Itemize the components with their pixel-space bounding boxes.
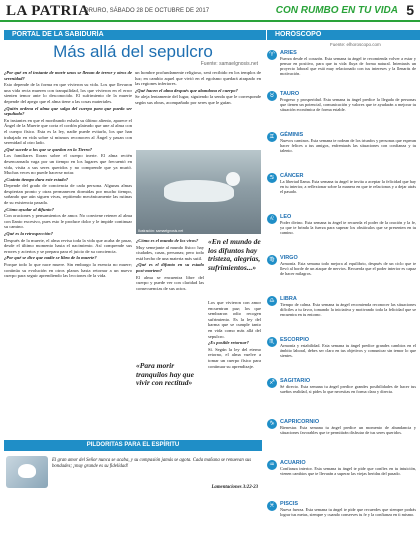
horoscope-credit: Fuente: elhoroscopo.com (330, 42, 381, 47)
sign-name: VIRGO (280, 255, 298, 261)
horoscope-sign-11 (267, 501, 417, 541)
zodiac-icon: ♊ (267, 132, 277, 142)
sign-text: Armonía y estabilidad. Esta semana tu ángel predice grandes cambios en el ámbito laboral, debes ser claro en tus objetivos y comunicar sin temor lo que sientes. (280, 343, 416, 359)
pull-quote-1: «En el mundo de los difuntos hay tristeza, alegrías, sufrimientos...» (208, 237, 261, 272)
article-paragraph: Porque todo lo que nace muere. Sin embargo la esencia no muere; continúa su evolución en otros planos hasta retornar a un nuevo cuerpo para seguir aprendiendo las lecciones de la vida. (4, 262, 132, 279)
horoscope-sign-3 (267, 173, 417, 213)
article-question: ¿Por qué en el instante de morir unos se llenan de terror y otros de serenidad? (4, 70, 132, 81)
article-paragraph: Los familiares lloran sobre el cuerpo inerte. El alma recién desencarnada vaga por un tiempo en los lugares que frecuentó en vida, visita a sus seres queridos y no comprende que ya murió. Muchas veces no puede hacerse notar. (4, 153, 132, 176)
article-paragraph: Se aleja lentamente del lugar, siguiendo la senda que le corresponde según sus obras, acompañado por seres que le guían. (135, 94, 261, 105)
horoscope-sign-0 (267, 50, 417, 90)
sign-text: La libertad llama. Esta semana tu ángel te invita a aceptar la felicidad que hay en tu interior, a reflexionar sobre la manera en que te relacionas y a dejar atrás el pasado. (280, 179, 416, 195)
article-paragraph: un hombre profundamente religioso, será recibido en los templos de luz; en cambio aquel que vivió en el egoísmo quedará atrapado en las regiones inferiores. (135, 70, 261, 87)
sign-text: Bienestar. Esta semana tu ángel predice un momento de abundancia y situaciones favorables que te permitirán disfrutar de tus seres queridos. (280, 425, 416, 436)
horoscope-sign-8 (267, 378, 417, 418)
dove-icon (18, 464, 36, 478)
article-question: ¿Qué es la retrospección? (4, 231, 53, 237)
article-paragraph: Depende del grado de conciencia de cada persona. Algunas almas despiertan pronto y otras permanecen dormidas por mucho tiempo, soñando que aún siguen vivas, repitiendo mecánicamente las rutinas de su existencia pasada. (4, 183, 132, 206)
zodiac-icon: ♎ (267, 296, 277, 306)
sign-text: Confianza interior. Esta semana tu ángel te pide que confíes en tu intuición, vienen cambios que te llevarán a superar las viejas heridas del pasado. (280, 466, 416, 477)
sign-name: LIBRA (280, 296, 297, 302)
sign-text: Tiempo de calma. Esta semana tu ángel recomienda reconocer las situaciones difíciles a tu favor, tomando la iniciativa y motivando toda la felicidad que se encuentra en tu entorno. (280, 302, 416, 318)
article-paragraph: Después de la muerte, el alma revisa toda la vida que acaba de pasar, desde el último momento hasta el nacimiento. Así comprende sus errores y aciertos y se prepara para el juicio de su conciencia. (4, 237, 132, 254)
article-question: ¿Qué hacen el alma después que abandona el cuerpo? (135, 87, 238, 93)
article-paragraph: Con oraciones y pensamientos de amor. No conviene retener al alma con llanto excesivo, pues esto le produce dolor y le impide continuar su camino. (4, 213, 132, 230)
sign-text: Nuevos caminos. Esta semana te rodean de los triunfos y personas que esperan hacer felices a tus amigos, enfrentarás las situaciones con confianza y tu talento. (280, 138, 416, 154)
article-paragraph: En instantes en que el moribundo exhala su último aliento, aparece el Ángel de la Muerte que corta el cordón plateado que une al alma con el cuerpo físico. Esta es la ley, nadie puede evitarlo, los que han trabajado en vida sobre sí mismos reconocen al Ángel y pasan con serenidad al otro lado. (4, 117, 132, 146)
header-rule (0, 20, 420, 22)
pildoritas-reference: Lamentaciones 3:22-23 (211, 485, 258, 490)
sign-text: Sé directo. Esta semana tu ángel predice grandes posibilidades de hacer tus sueños realidad, si pides lo que necesitas en forma clara y directa. (280, 384, 416, 395)
article-question: ¿Cómo es el mundo de los vivos? (136, 238, 199, 243)
horoscope-sign-1 (267, 91, 417, 131)
article-paragraph: Esto depende de la forma en que vivieron su vida. Los que llevaron una vida recta mueren con tranquilidad, los que vivieron en el error sienten temor ante lo desconocido. El sufrimiento de la muerte depende del apego que el alma tiene a las cosas materiales. (4, 82, 132, 104)
section-band-portal: PORTAL DE LA SABIDURÍA (4, 30, 266, 40)
horoscope-sign-6 (267, 296, 417, 336)
horoscope-sign-10 (267, 460, 417, 500)
page-header (0, 0, 420, 34)
zodiac-icon: ♉ (267, 91, 277, 101)
zodiac-icon: ♌ (267, 214, 277, 224)
article-headline: Más allá del sepulcro (53, 42, 213, 61)
article-photo (136, 150, 261, 234)
dove-image (6, 456, 48, 488)
article-paragraph: Los que vivieron con amor encuentran paz; los que sembraron odio recogen sufrimiento. Es la ley del karma que se cumple tanto en vida como más allá del sepulcro. (208, 300, 261, 339)
horoscope-sign-7 (267, 337, 417, 377)
newspaper-logo: LA PATRIA (6, 3, 90, 19)
article-question: ¿Quién ordena el alma que salga del cuerpo para que pueda ser sepultado? (4, 105, 132, 117)
page-number: 5 (406, 2, 414, 18)
zodiac-icon: ♏ (267, 337, 277, 347)
sign-text: Progreso y prosperidad. Esta semana tu ángel predice la llegada de personas que tienen un potencial, comunicación y valores que te ayudarán a mejorar tu situación económica de forma estable. (280, 97, 416, 113)
horoscope-sign-4 (267, 214, 417, 254)
sign-name: TAURO (280, 91, 300, 97)
zodiac-icon: ♑ (267, 419, 277, 429)
zodiac-icon: ♐ (267, 378, 277, 388)
sign-name: SAGITARIO (280, 378, 311, 384)
section-band-horoscope: HORÓSCOPO (267, 30, 420, 40)
article-question: ¿Cómo ayudar al difunto? (4, 206, 54, 212)
sign-text: Armonía. Esta semana todo mejora al equilibrio, después de un ciclo que te llevó al borde de un ataque de nervios. Recuerda que el poder interior es capaz de hacer milagros. (280, 261, 416, 277)
article-column-3 (136, 238, 204, 438)
article-credit: Fuente: samaelgnosis.net (200, 61, 258, 67)
sign-name: PISCIS (280, 501, 299, 507)
article-column-4 (208, 300, 261, 438)
pildoritas-text: El gran amor del Señor nunca se acaba, y su compasión jamás se agota. Cada mañana se renuevan sus bondades; ¡muy grande es su fidelidad! (52, 458, 252, 469)
pull-quote-2: «Para morir tranquilos hay que vivir con rectitud» (136, 361, 194, 387)
sign-name: GÉMINIS (280, 132, 304, 138)
zodiac-icon: ♓ (267, 501, 277, 511)
article-paragraph: Muy semejante al mundo físico: hay ciudades, casas, personas; pero todo está hecho de una materia más sutil. (136, 244, 204, 261)
article-question: ¿Qué sucede a los que se quedan en la Tierra? (4, 146, 93, 152)
horoscope-sign-9 (267, 419, 417, 459)
zodiac-icon: ♋ (267, 173, 277, 183)
article-question: ¿Cuánto tiempo dura este estado? (4, 176, 69, 182)
sign-name: ARIES (280, 50, 297, 56)
article-paragraph: El alma se encuentra libre del cuerpo y puede ver con claridad las consecuencias de sus actos. (136, 274, 204, 291)
sign-name: LEO (280, 214, 292, 220)
article-question: ¿Por qué se dice que nadie se libra de la muerte? (4, 255, 97, 261)
sign-text: Poder divino. Esta semana tu ángel te recuerda el poder de la oración y la fe, ya que te brinda la fuerza para superar los obstáculos que se presenten en tu camino. (280, 220, 416, 236)
sign-name: ESCORPIO (280, 337, 310, 343)
horoscope-sign-5 (267, 255, 417, 295)
zodiac-icon: ♍ (267, 255, 277, 265)
horoscope-sign-2 (267, 132, 417, 172)
zodiac-icon: ♒ (267, 460, 277, 470)
sign-name: CÁNCER (280, 173, 304, 179)
sign-text: Fuerza desde el corazón. Esta semana tu ángel te recomienda volver a estar y pensar en positivo, para que tu vida fluya de forma natural. Intentarás un proyecto laboral que está muy relacionado con tus intereses y la llenarás de motivación. (280, 56, 416, 77)
article-question: ¿Qué es el difunto en su estado post-mortem? (136, 262, 204, 273)
article-paragraph: Sí. Según la ley del eterno retorno, el alma vuelve a tomar un cuerpo físico para continuar su aprendizaje. (208, 346, 261, 369)
photo-caption: Ilustración: samaelgnosis.net (138, 229, 184, 233)
sign-name: ACUARIO (280, 460, 306, 466)
section-title: CON RUMBO EN TU VIDA (275, 5, 398, 16)
article-column-2 (135, 70, 261, 148)
sign-name: CAPRICORNIO (280, 419, 320, 425)
article-question: ¿Es posible retornar? (208, 340, 249, 346)
zodiac-icon: ♈ (267, 50, 277, 60)
photo-figure-head (226, 172, 240, 186)
photo-figure (164, 180, 234, 202)
issue-date: ORURO, SÁBADO 28 DE OCTUBRE DE 2017 (84, 8, 210, 14)
pildoritas-band: PILDORITAS PARA EL ESPÍRITU (4, 440, 262, 451)
sign-text: Nueva fuerza. Esta semana tu ángel te pide que recuerdes que siempre podrás lograr tus metas, siempre y cuando conserves tu fe y la confianza en ti mismo. (280, 507, 416, 518)
article-column-1 (4, 70, 132, 436)
